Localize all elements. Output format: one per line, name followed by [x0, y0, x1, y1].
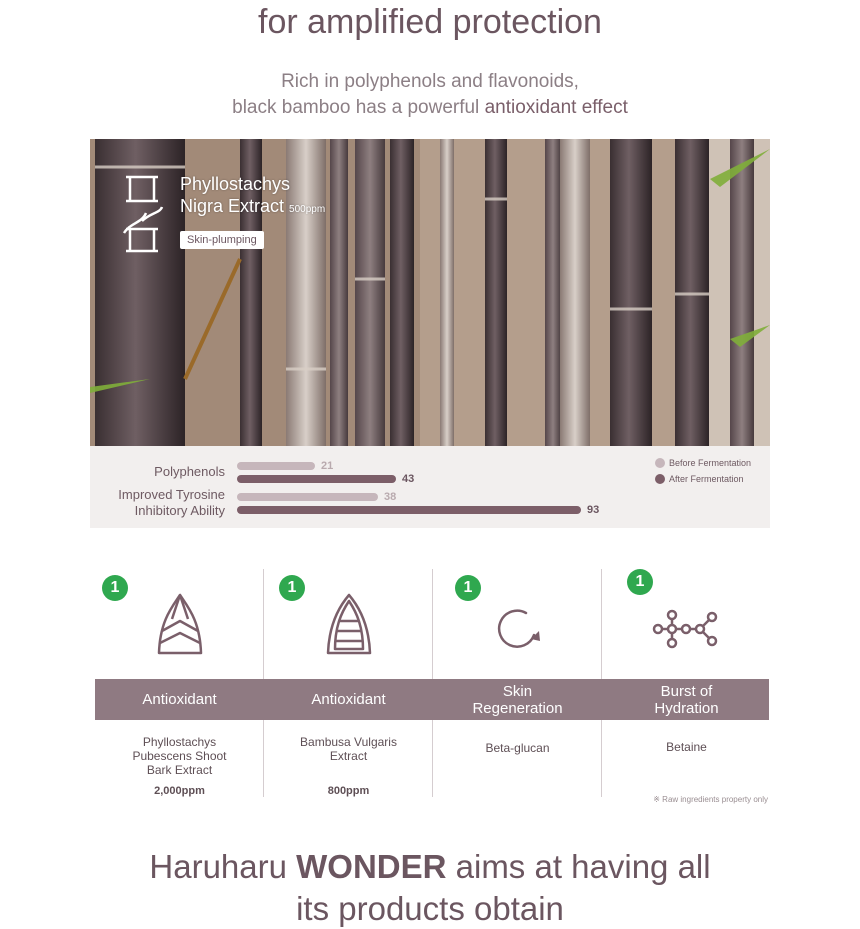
legend-before: [655, 458, 751, 468]
ingredient-ppm-2: 800ppm: [327, 785, 370, 797]
bar-polyphenols-after: [237, 475, 396, 483]
benefit-title-1: Antioxidant: [142, 691, 217, 708]
legend-after: [655, 474, 744, 484]
extract-name-line1: Phyllostachys: [180, 174, 291, 194]
number-badge: 1: [279, 575, 305, 601]
closing-suffix: aims at having all: [446, 848, 711, 885]
row-label-polyphenols: Polyphenols: [154, 464, 225, 479]
bamboo-shoot-icon: [150, 591, 210, 661]
bamboo-leaf-icon: [319, 591, 379, 661]
benefit-title-2: Antioxidant: [311, 691, 386, 708]
legend-after-label: After Fermentation: [669, 474, 744, 484]
ingredient-name-2: Bambusa Vulgaris Extract: [300, 735, 397, 763]
extract-name-line2: Nigra Extract: [180, 196, 285, 216]
benefit-title-4: Burst of Hydration: [654, 682, 719, 717]
bamboo-logo-icon: [120, 173, 164, 253]
extract-dose: 500ppm: [289, 204, 326, 215]
fermentation-comparison-panel: [90, 446, 770, 528]
row-label-tyrosine-1: Improved Tyrosine: [118, 487, 225, 502]
legend-before-label: Before Fermentation: [669, 458, 752, 468]
bar-tyrosine-after: [237, 506, 581, 514]
black-bamboo-photo: [90, 139, 770, 446]
legend-before-dot: [655, 458, 665, 468]
footnote: ※ Raw ingredients property only: [653, 795, 768, 804]
subtitle-line-2: [0, 95, 860, 121]
subtitle-line-1: Rich in polyphenols and flavonoids,: [281, 71, 579, 92]
benefit-title-3: Skin Regeneration: [472, 682, 563, 717]
row-label-tyrosine-2: Inhibitory Ability: [134, 503, 225, 518]
value-polyphenols-before: 21: [321, 460, 334, 472]
bar-tyrosine-before: [237, 493, 378, 501]
extract-tag: Skin-plumping: [180, 231, 264, 249]
section-headline: for amplified protection: [258, 3, 602, 41]
extract-callout: [120, 173, 380, 253]
bar-polyphenols-before: [237, 462, 315, 470]
extract-name: [180, 173, 325, 221]
value-polyphenols-after: 43: [402, 473, 415, 485]
closing-headline-line2: its products obtain: [296, 890, 564, 927]
subtitle-prefix: black bamboo has a powerful: [232, 97, 485, 118]
ingredient-ppm-1: 2,000ppm: [154, 785, 205, 797]
brand-name: WONDER: [296, 848, 447, 885]
number-badge: 1: [455, 575, 481, 601]
molecule-icon: [650, 591, 720, 661]
number-badge: 1: [102, 575, 128, 601]
closing-headline: [0, 846, 860, 929]
number-badge: 1: [627, 569, 653, 595]
regeneration-arrow-icon: [488, 591, 548, 661]
value-tyrosine-before: 38: [384, 491, 397, 503]
value-tyrosine-after: 93: [587, 504, 600, 516]
closing-prefix: Haruharu: [149, 848, 297, 885]
ingredient-name-3: Beta-glucan: [485, 741, 550, 755]
subtitle-accent: antioxidant effect: [484, 97, 628, 118]
ingredient-name-1: Phyllostachys Pubescens Shoot Bark Extract: [132, 735, 227, 777]
closing-headline-line1: [0, 846, 860, 888]
ingredient-name-4: Betaine: [666, 740, 707, 754]
legend-after-dot: [655, 474, 665, 484]
